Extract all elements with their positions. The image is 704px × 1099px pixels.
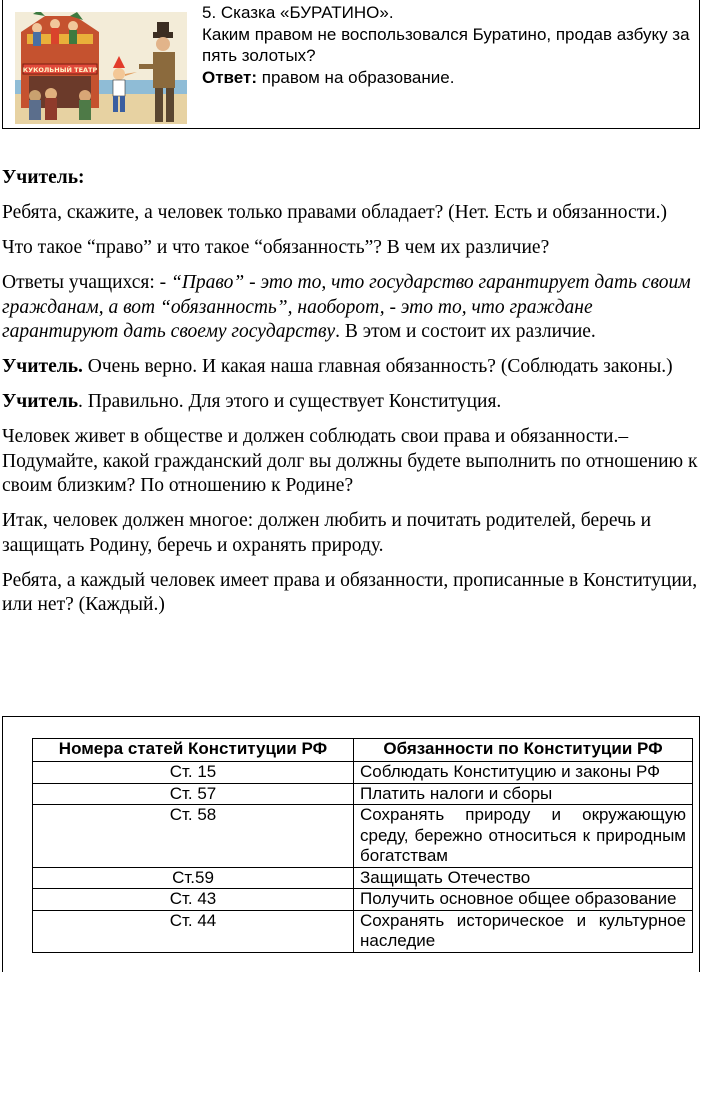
paragraph-3-definition: “Право” - это то, что государство гарантирует дать своим гражданам, а вот “обязанность”, наоборот, - это то, что граждане гарантируют дать своему государству	[2, 272, 691, 342]
constitution-duties-table	[32, 738, 693, 953]
lesson-text	[2, 166, 700, 628]
article-number: Ст. 44	[33, 910, 354, 952]
article-number: Ст. 57	[33, 783, 354, 805]
question-box	[2, 0, 700, 129]
paragraph-3-tail: . В этом и состоит их различие.	[335, 321, 596, 342]
article-number: Ст.59	[33, 867, 354, 889]
duty-text: Сохранять природу и окружающую среду, бережно относиться к природным богатствам	[354, 805, 693, 868]
paragraph-5-text: . Правильно. Для этого и существует Конституция.	[78, 391, 502, 412]
answer-label: Ответ:	[202, 67, 257, 87]
duty-text: Получить основное общее образование	[354, 889, 693, 911]
paragraph-3-lead: Ответы учащихся: -	[2, 272, 171, 293]
answer-text: правом на образование.	[261, 67, 455, 87]
table-row	[33, 762, 693, 784]
paragraph-5	[2, 390, 700, 415]
table-row	[33, 889, 693, 911]
header-duties: Обязанности по Конституции РФ	[354, 739, 693, 762]
paragraph-2: Что такое “право” и что такое “обязанность”? В чем их различие?	[2, 237, 550, 258]
header-articles: Номера статей Конституции РФ	[33, 739, 354, 762]
paragraph-7: Итак, человек должен многое: должен любить и почитать родителей, беречь и защищать Родину, беречь и охранять природу.	[2, 510, 652, 556]
table-row	[33, 867, 693, 889]
paragraph-4-text: Очень верно. И какая наша главная обязанность? (Соблюдать законы.)	[82, 356, 673, 377]
duty-text: Соблюдать Конституцию и законы РФ	[354, 762, 693, 784]
table-row	[33, 910, 693, 952]
paragraph-4	[2, 355, 700, 380]
question-title: 5. Сказка «БУРАТИНО».	[202, 3, 394, 22]
table-row	[33, 783, 693, 805]
article-number: Ст. 43	[33, 889, 354, 911]
paragraph-6: Человек живет в обществе и должен соблюдать свои права и обязанности.– Подумайте, какой гражданский долг вы должны будете выполнить по отношению к своим близким? По отношению к Родине?	[2, 426, 698, 496]
answer-line	[202, 67, 697, 89]
question-text-block	[202, 2, 697, 88]
sign-text: КУКОЛЬНЫЙ ТЕАТР	[22, 66, 98, 74]
article-number: Ст. 58	[33, 805, 354, 868]
paragraph-8: Ребята, а каждый человек имеет права и обязанности, прописанные в Конституции, или нет? (Каждый.)	[2, 569, 698, 615]
article-number: Ст. 15	[33, 762, 354, 784]
duty-text: Платить налоги и сборы	[354, 783, 693, 805]
paragraph-4-label: Учитель.	[2, 356, 83, 377]
paragraph-5-label: Учитель	[2, 391, 79, 412]
paragraph-1: Ребята, скажите, а человек только правами обладает? (Нет. Есть и обязанности.)	[2, 202, 667, 223]
puppet-theatre-illustration	[15, 12, 187, 124]
constitution-duties-table-wrapper	[32, 738, 693, 953]
duty-text: Сохранять историческое и культурное наследие	[354, 910, 693, 952]
table-row	[33, 805, 693, 868]
table-header-row	[33, 739, 693, 762]
teacher-heading: Учитель:	[2, 167, 85, 188]
paragraph-3	[2, 271, 700, 345]
duty-text: Защищать Отечество	[354, 867, 693, 889]
question-text: Каким правом не воспользовался Буратино, продав азбуку за пять золотых?	[202, 24, 690, 65]
